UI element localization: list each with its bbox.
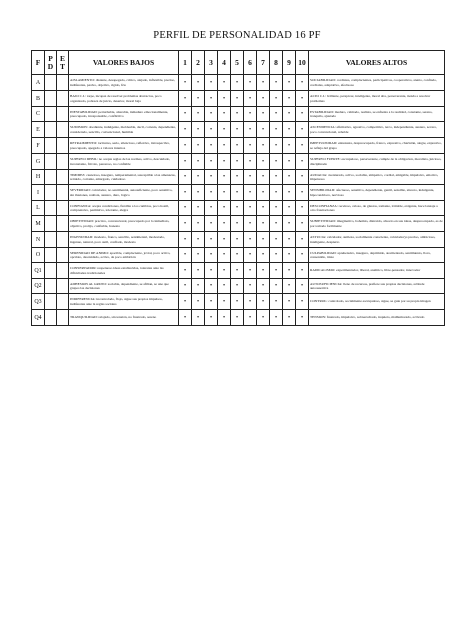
scale-point: • [205, 248, 218, 263]
scale-header-9: 9 [283, 51, 296, 75]
et-cell [57, 122, 69, 138]
scale-point: • [205, 122, 218, 138]
scale-point: • [231, 170, 244, 185]
pd-cell [45, 122, 57, 138]
high-value-description: AUTOSUFICIENCIA: lleno de recursos, prefiere sus propias decisiones, actitude autoassertiva [309, 279, 445, 294]
low-value-description: INESTABILIDAD: perturbable, alterable, inmaduro emocionalmente, preocupado, irresponsable, conflictivo [69, 107, 179, 122]
scale-header-3: 3 [205, 51, 218, 75]
low-value-description: AISLAMIENTO: distante, desapegado, critico, alejado, inflexible, preciso, indiferente, pasivo, objetivo, rigido, frio [69, 75, 179, 91]
scale-point: • [218, 122, 231, 138]
scale-point: • [192, 294, 205, 310]
scale-point: • [231, 279, 244, 294]
et-cell [57, 294, 69, 310]
factor-row [32, 75, 445, 91]
scale-header-6: 6 [244, 51, 257, 75]
et-cell [57, 75, 69, 91]
factor-row [32, 170, 445, 185]
scale-point: • [192, 91, 205, 107]
scale-point: • [257, 122, 270, 138]
scale-point: • [179, 122, 192, 138]
high-value-description: DESCONFIANZA: receloso, celoso, de giustos, tomante, irritable, exigente, hace lanzaje a otro frustraciones [309, 201, 445, 216]
pd-cell [45, 216, 57, 232]
low-value-description: SUPERYO DEBIL: no acepta reglas de las normas, activo, descuidado, inconstante, frivolo, perezoso, no confiable [69, 154, 179, 170]
pd-header-top: P [48, 53, 53, 63]
scale-point: • [231, 248, 244, 263]
et-cell [57, 310, 69, 326]
factor-row [32, 248, 445, 263]
scale-point: • [283, 170, 296, 185]
scale-point: • [244, 91, 257, 107]
high-value-description: IMPETUOSIDAD: entusiasta, despreocupado, franco, expresivo, charlatán, alegre, expresivo, se refleja del grupo [309, 138, 445, 154]
scale-point: • [218, 138, 231, 154]
scale-point: • [296, 122, 309, 138]
scale-point: • [192, 170, 205, 185]
scale-point: • [179, 310, 192, 326]
low-value-description: CONSERVADOR: respetuoso ideas establecidas, tolerante ante las dificultades tradicionales [69, 263, 179, 279]
scale-point: • [231, 91, 244, 107]
high-value-description: RADICALISMO: experimentador, liberal, analítico, libre-pensador, innovador [309, 263, 445, 279]
scale-point: • [192, 232, 205, 248]
scale-point: • [296, 232, 309, 248]
scale-point: • [257, 107, 270, 122]
high-value-description: ALTO C.I.: brillante, perspicaz, inteligente, moral alta, perseverante, tienda a resolver problemas [309, 91, 445, 107]
high-value-description: ASCENDENCIA: afirmativo, agresivo, competitivo, terco, independiente, austero, severo, poco convencional, rebelde [309, 122, 445, 138]
scale-header-2: 2 [192, 51, 205, 75]
scale-point: • [205, 107, 218, 122]
scale-point: • [192, 185, 205, 201]
scale-point: • [231, 201, 244, 216]
scale-point: • [270, 263, 283, 279]
scale-point: • [218, 107, 231, 122]
scale-point: • [205, 138, 218, 154]
pd-cell [45, 107, 57, 122]
scale-point: • [192, 107, 205, 122]
scale-point: • [179, 294, 192, 310]
scale-point: • [179, 75, 192, 91]
scale-point: • [192, 248, 205, 263]
factor-row [32, 232, 445, 248]
et-cell [57, 185, 69, 201]
scale-point: • [192, 122, 205, 138]
scale-header-7: 7 [257, 51, 270, 75]
scale-point: • [231, 294, 244, 310]
scale-point: • [244, 170, 257, 185]
scale-point: • [283, 248, 296, 263]
scale-point: • [257, 232, 270, 248]
scale-point: • [218, 170, 231, 185]
high-value-description: SENSIBILIDAD: afectuoso, sensitivo, dependiente, gentil, sensible, sincero, indulgente, hipocondriaco, nervioso [309, 185, 445, 201]
scale-header-8: 8 [270, 51, 283, 75]
pd-cell [45, 232, 57, 248]
scale-point: • [257, 279, 270, 294]
factor-row [32, 154, 445, 170]
factor-code: Q1 [32, 263, 45, 279]
scale-point: • [218, 91, 231, 107]
factor-row [32, 310, 445, 326]
factor-row [32, 201, 445, 216]
et-header-top: E [59, 53, 65, 63]
scale-point: • [192, 263, 205, 279]
factor-code: G [32, 154, 45, 170]
scale-point: • [270, 201, 283, 216]
scale-point: • [270, 216, 283, 232]
scale-point: • [296, 170, 309, 185]
scale-point: • [270, 91, 283, 107]
scale-point: • [218, 263, 231, 279]
scale-point: • [283, 185, 296, 201]
scale-point: • [192, 75, 205, 91]
scale-point: • [296, 294, 309, 310]
factor-code: E [32, 122, 45, 138]
scale-point: • [218, 185, 231, 201]
factor-row [32, 122, 445, 138]
scale-point: • [205, 170, 218, 185]
scale-point: • [244, 279, 257, 294]
factor-row [32, 294, 445, 310]
low-value-description: RETRAIMIENTO: taciturno, serio, silencioso, reflexivo, introspectivo, preocupado, apegado a valores internos [69, 138, 179, 154]
factor-code: Q3 [32, 294, 45, 310]
high-value-description: AUDACIA: aventurado, activo, sociable, simpatico, cordial, amigable, impulsivo, emotivo, impetuoso [309, 170, 445, 185]
factor-code: H [32, 170, 45, 185]
scale-point: • [218, 201, 231, 216]
scale-point: • [205, 279, 218, 294]
factor-row [32, 107, 445, 122]
scale-header-10: 10 [296, 51, 309, 75]
factor-row [32, 185, 445, 201]
scale-point: • [244, 216, 257, 232]
scale-point: • [283, 294, 296, 310]
factor-code: I [32, 185, 45, 201]
scale-point: • [296, 185, 309, 201]
et-cell [57, 154, 69, 170]
high-value-description: ASTUCIA: calculador, sutileza, socialmente consciente, calculadorys preciso, ambicioso, inteligente, despierto [309, 232, 445, 248]
scale-point: • [218, 294, 231, 310]
scale-point: • [218, 154, 231, 170]
scale-point: • [179, 91, 192, 107]
scale-point: • [283, 154, 296, 170]
scale-point: • [257, 310, 270, 326]
et-header [57, 51, 69, 75]
scale-point: • [270, 107, 283, 122]
scale-point: • [179, 170, 192, 185]
factor-row [32, 216, 445, 232]
scale-point: • [296, 248, 309, 263]
high-value-description: CULPABILIDAD: aprehensivo, inseguro, deprimido, atormentado, sentimiento, llora, consentido, triste [309, 248, 445, 263]
scale-point: • [257, 263, 270, 279]
scale-point: • [296, 279, 309, 294]
scale-header-5: 5 [231, 51, 244, 75]
factor-code: A [32, 75, 45, 91]
scale-point: • [179, 216, 192, 232]
low-value-description: SERENIDAD DE ANIMO: apacible, complaciente, jovial, poco activo, opcristo, descuidado, activo, de poco ambición [69, 248, 179, 263]
factor-code: N [32, 232, 45, 248]
factor-code: B [32, 91, 45, 107]
scale-point: • [205, 263, 218, 279]
scale-point: • [179, 107, 192, 122]
low-values-header: VALORES BAJOS [69, 51, 179, 75]
scale-point: • [257, 201, 270, 216]
low-value-description: INGENUIDAD: modesto, franco, sencillo, sentimental, modestado, ingenuo, natural, poco sutil, confiado, modesto [69, 232, 179, 248]
pd-cell [45, 310, 57, 326]
scale-point: • [205, 91, 218, 107]
factor-code: M [32, 216, 45, 232]
scale-point: • [257, 91, 270, 107]
scale-point: • [257, 248, 270, 263]
scale-point: • [179, 232, 192, 248]
scale-point: • [270, 185, 283, 201]
scale-point: • [244, 248, 257, 263]
pd-cell [45, 138, 57, 154]
factor-code: C [32, 107, 45, 122]
factor-code: Q4 [32, 310, 45, 326]
low-value-description: TIMIDEZ: cauteloso, inseguro, temperamental, susceptible a las amenazas, retraido, cortante, amargado, cuidadoso [69, 170, 179, 185]
scale-point: • [192, 216, 205, 232]
scale-point: • [205, 294, 218, 310]
pd-cell [45, 185, 57, 201]
scale-point: • [179, 201, 192, 216]
scale-point: • [179, 248, 192, 263]
scale-point: • [283, 138, 296, 154]
scale-point: • [179, 279, 192, 294]
scale-point: • [218, 248, 231, 263]
scale-point: • [179, 138, 192, 154]
scale-point: • [205, 201, 218, 216]
factor-header: F [32, 51, 45, 75]
high-value-description: CONTROL: controlado, socialmente escrupuloso, sigue, se guía por su propia imagen [309, 294, 445, 310]
et-cell [57, 263, 69, 279]
scale-point: • [231, 122, 244, 138]
pd-cell [45, 91, 57, 107]
pd-cell [45, 154, 57, 170]
scale-point: • [257, 154, 270, 170]
scale-point: • [270, 232, 283, 248]
et-cell [57, 91, 69, 107]
scale-point: • [283, 75, 296, 91]
low-value-description: BAJO C.I.: torpe, incapaz de resolver problemas abstractos, poco organizado, pobreza de juicio, desertor, moral baja [69, 91, 179, 107]
low-value-description: SUMISION: obediente, indulgente, moldeable, decil, cortesia, dependiente, considerado, sencillo, convencional, humilde [69, 122, 179, 138]
scale-point: • [231, 185, 244, 201]
pd-cell [45, 294, 57, 310]
low-value-description: TRANQUILIDAD: relajado, sin tensión, no frustrado, sereno [69, 310, 179, 326]
scale-point: • [244, 201, 257, 216]
scale-point: • [283, 201, 296, 216]
high-value-description: SUBJETIVIDAD: imaginativo, bohemio, distraido, absorto en sus ideas, despreocupado, es de por tomado facilmente [309, 216, 445, 232]
scale-point: • [296, 310, 309, 326]
scale-point: • [270, 75, 283, 91]
scale-point: • [192, 201, 205, 216]
scale-point: • [296, 154, 309, 170]
pd-header [45, 51, 57, 75]
scale-point: • [296, 107, 309, 122]
scale-point: • [296, 75, 309, 91]
factor-row [32, 279, 445, 294]
et-cell [57, 216, 69, 232]
page-title: PERFIL DE PERSONALIDAD 16 PF [153, 30, 321, 41]
scale-point: • [296, 201, 309, 216]
high-value-description: SOCIABILIDAD: cordiales, complacientes, participativos, cooperativos, atento, confiado, cordiales, adaptativo, afectuoso [309, 75, 445, 91]
scale-point: • [270, 122, 283, 138]
scale-point: • [257, 185, 270, 201]
scale-point: • [244, 154, 257, 170]
scale-point: • [218, 216, 231, 232]
factor-code: F [32, 138, 45, 154]
scale-point: • [218, 310, 231, 326]
scale-point: • [231, 310, 244, 326]
scale-point: • [192, 310, 205, 326]
et-cell [57, 201, 69, 216]
scale-point: • [244, 75, 257, 91]
factor-code: Q2 [32, 279, 45, 294]
scale-point: • [244, 122, 257, 138]
scale-point: • [270, 279, 283, 294]
scale-point: • [283, 232, 296, 248]
pd-cell [45, 279, 57, 294]
et-cell [57, 138, 69, 154]
factor-code: L [32, 201, 45, 216]
scale-header-1: 1 [179, 51, 192, 75]
scale-point: • [283, 279, 296, 294]
scale-point: • [192, 154, 205, 170]
pd-cell [45, 263, 57, 279]
scale-point: • [231, 75, 244, 91]
scale-point: • [231, 154, 244, 170]
scale-point: • [257, 294, 270, 310]
low-value-description: INDIFERENCIA: incontrolado, flojo, sigue sus propios impulsos, indiferente ante la reglas sociales [69, 294, 179, 310]
scale-point: • [205, 232, 218, 248]
scale-point: • [218, 75, 231, 91]
personality-profile-table [31, 50, 445, 326]
scale-point: • [296, 216, 309, 232]
pd-cell [45, 75, 57, 91]
scale-point: • [205, 154, 218, 170]
scale-point: • [205, 75, 218, 91]
et-cell [57, 232, 69, 248]
scale-point: • [270, 248, 283, 263]
et-header-bottom: T [59, 61, 65, 71]
scale-point: • [296, 138, 309, 154]
scale-point: • [270, 154, 283, 170]
scale-point: • [283, 122, 296, 138]
et-cell [57, 107, 69, 122]
scale-point: • [283, 263, 296, 279]
high-value-description: TENSION: frustrado, impulsivo, sobreexcitado, inquieto, malhumorado, activado [309, 310, 445, 326]
scale-point: • [205, 216, 218, 232]
scale-point: • [270, 294, 283, 310]
low-value-description: SEVERIDAD: calculador, no sentimental, autosuficiente, poco sensitivo, sin ilusiones, realista, austero, duro, lógico [69, 185, 179, 201]
scale-point: • [231, 263, 244, 279]
scale-point: • [179, 263, 192, 279]
factor-code: O [32, 248, 45, 263]
scale-point: • [270, 170, 283, 185]
high-value-description: SUPERYO FUERTE: escrupuloso, perseverante, cumple de la obligacion, moralista, juicioso, disciplinado [309, 154, 445, 170]
pd-cell [45, 248, 57, 263]
header-row [32, 51, 445, 75]
scale-point: • [244, 263, 257, 279]
high-value-description: ESTABILIDAD: maduro, calmado, realista, se enfrenta a la realidad, constante, sereno, tranquilo, ajustado [309, 107, 445, 122]
scale-point: • [218, 232, 231, 248]
scale-point: • [192, 279, 205, 294]
factor-row [32, 138, 445, 154]
scale-point: • [244, 310, 257, 326]
pd-cell [45, 170, 57, 185]
scale-point: • [231, 232, 244, 248]
low-value-description: OBJETIVIDAD: practico, convencional, preocupado por lo inmediato, objetivo, prolijo, confiable, honesto [69, 216, 179, 232]
et-cell [57, 248, 69, 263]
scale-point: • [283, 310, 296, 326]
scale-point: • [270, 138, 283, 154]
pd-header-bottom: D [47, 61, 54, 71]
scale-point: • [231, 216, 244, 232]
high-values-header: VALORES ALTOS [309, 51, 445, 75]
scale-point: • [244, 232, 257, 248]
scale-point: • [257, 75, 270, 91]
scale-point: • [179, 185, 192, 201]
scale-point: • [231, 107, 244, 122]
scale-point: • [205, 310, 218, 326]
scale-point: • [244, 107, 257, 122]
low-value-description: CONFIANZA: acepta condiciones, flexible a los cambios, poco hostil, comprensivo, permisivo, tolerante, alegre [69, 201, 179, 216]
scale-point: • [257, 170, 270, 185]
factor-row [32, 91, 445, 107]
pd-cell [45, 201, 57, 216]
scale-point: • [179, 154, 192, 170]
scale-point: • [244, 185, 257, 201]
et-cell [57, 170, 69, 185]
scale-point: • [192, 138, 205, 154]
et-cell [57, 279, 69, 294]
scale-point: • [257, 216, 270, 232]
scale-point: • [244, 138, 257, 154]
scale-point: • [296, 91, 309, 107]
scale-point: • [257, 138, 270, 154]
scale-point: • [283, 216, 296, 232]
scale-point: • [205, 185, 218, 201]
scale-header-4: 4 [218, 51, 231, 75]
scale-point: • [283, 91, 296, 107]
scale-point: • [244, 294, 257, 310]
factor-row [32, 263, 445, 279]
low-value-description: ADHESION AL GRUPO: sociable, dependiente, se afilian, se une que grupos las decisiones [69, 279, 179, 294]
scale-point: • [218, 279, 231, 294]
scale-point: • [270, 310, 283, 326]
scale-point: • [296, 263, 309, 279]
scale-point: • [283, 107, 296, 122]
scale-point: • [231, 138, 244, 154]
